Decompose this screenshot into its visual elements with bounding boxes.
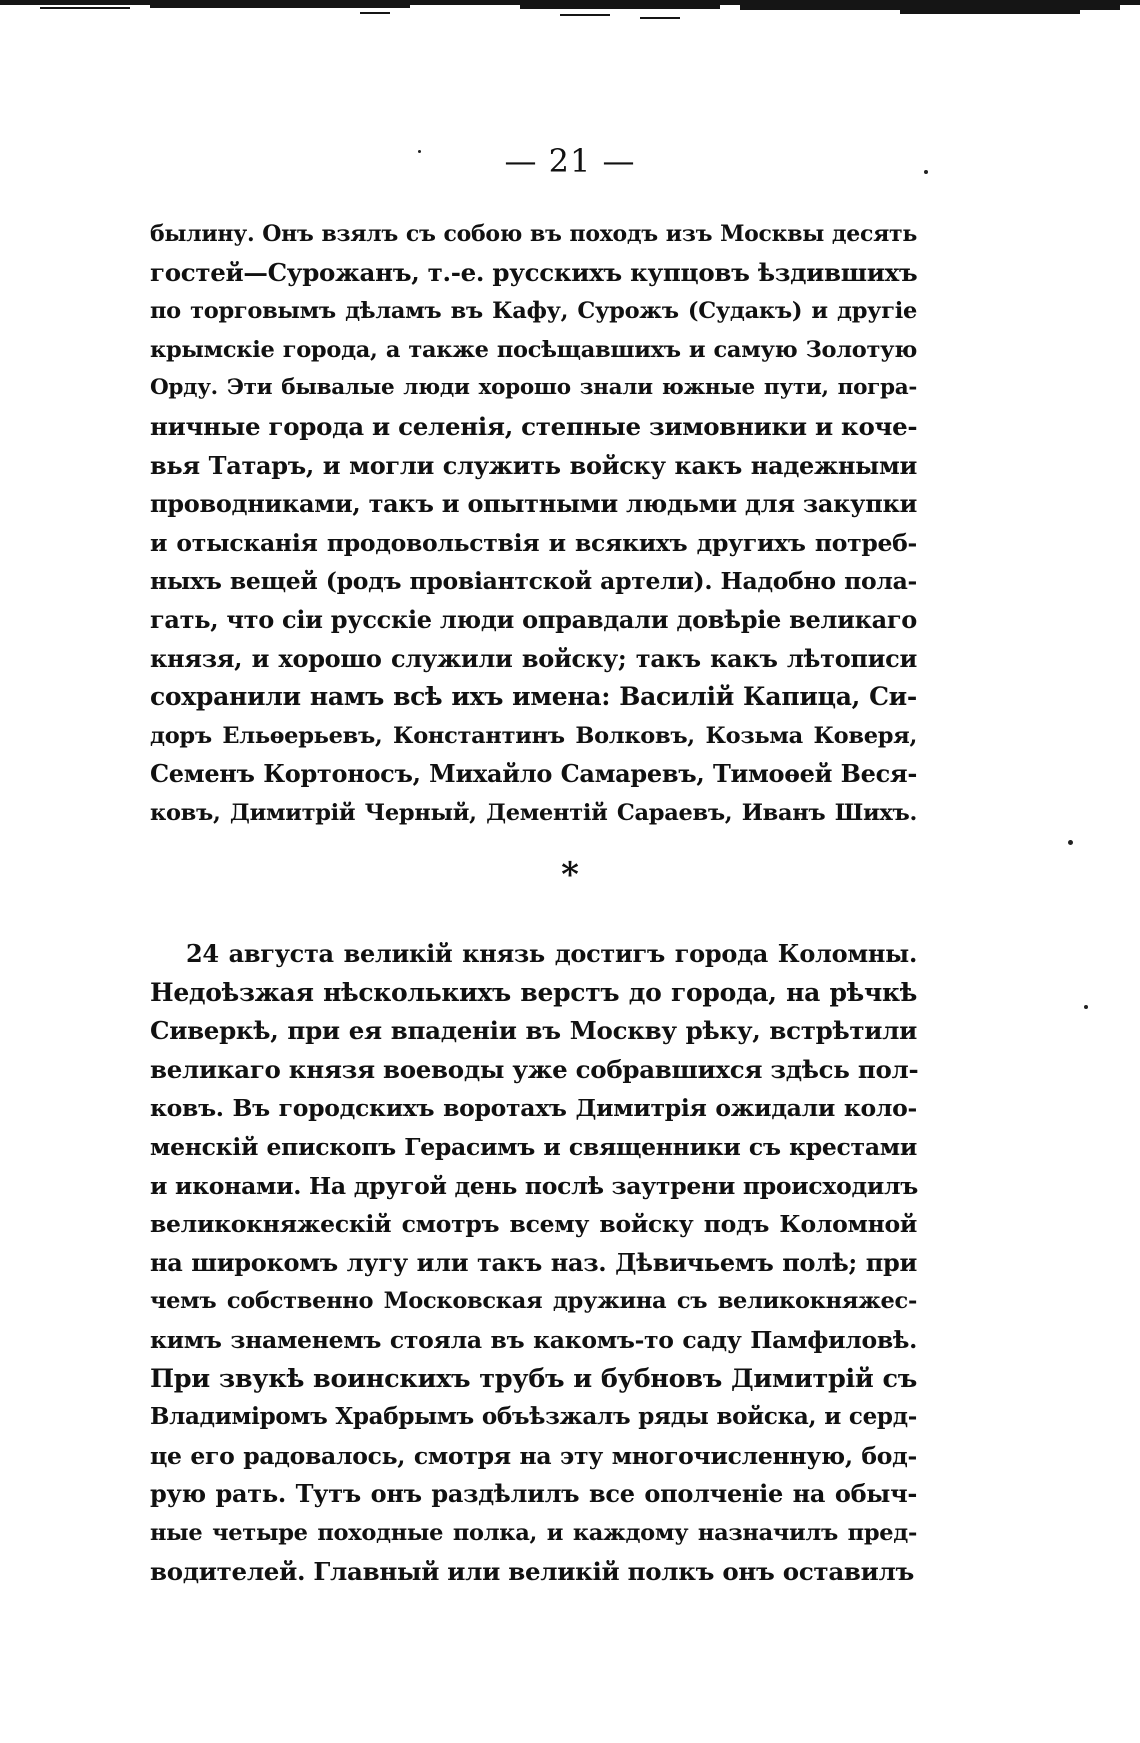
text-line: на широкомъ лугу или такъ наз. Дѣвичьемъ полѣ; при — [150, 1247, 917, 1277]
paragraph-1 — [150, 215, 917, 833]
text-line: При звукѣ воинскихъ трубъ и бубновъ Димитрій съ — [150, 1363, 917, 1394]
text-line: менскій епископъ Герасимъ и священники съ крестами — [150, 1132, 917, 1161]
text-line: Недоѣзжая нѣсколькихъ верстъ до города, на рѣчкѣ — [150, 977, 917, 1007]
text-line: князя, и хорошо служили войску; такъ какъ лѣтописи — [150, 643, 917, 673]
text-line: и иконами. На другой день послѣ заутрени происходилъ — [150, 1171, 919, 1200]
text-line: Семенъ Кортоносъ, Михайло Самаревъ, Тимоѳей Веся- — [150, 759, 917, 789]
scan-speck — [1068, 840, 1073, 845]
text-line: и отысканія продовольствія и всякихъ другихъ потреб- — [150, 528, 917, 557]
text-line: гостей—Сурожанъ, т.-е. русскихъ купцовъ ѣздившихъ — [150, 257, 918, 287]
text-line: великаго князя воеводы уже собравшихся здѣсь пол- — [150, 1054, 919, 1084]
paragraph-2 — [150, 935, 917, 1591]
text-line: Владиміромъ Храбрымъ объѣзжалъ ряды войска, и серд- — [150, 1403, 917, 1431]
text-line: доръ Ельѳерьевъ, Константинъ Волковъ, Козьма Коверя, — [150, 722, 917, 749]
text-line: Сиверкѣ, при ея впаденіи въ Москву рѣку, встрѣтили — [150, 1016, 917, 1046]
text-line: ковъ. Въ городскихъ воротахъ Димитрія ожидали коло- — [150, 1094, 917, 1123]
text-line: кимъ знаменемъ стояла въ какомъ-то саду Памфиловѣ. — [150, 1325, 917, 1354]
text-line: вья Татаръ, и могли служить войску какъ надежными — [150, 450, 917, 480]
section-separator-asterisk: * — [561, 855, 579, 895]
scan-top-edge — [0, 0, 1140, 22]
scan-speck — [1084, 1005, 1088, 1009]
text-line: ничные города и селенія, степные зимовники и коче- — [150, 411, 918, 441]
text-line: 24 августа великій князь достигъ города Коломны. — [186, 939, 917, 968]
text-line: былину. Онъ взялъ съ собою въ походъ изъ Москвы десять — [150, 221, 917, 247]
text-line: проводниками, такъ и опытными людьми для закупки — [150, 489, 917, 519]
text-line: сохранили намъ всѣ ихъ имена: Василій Капица, Си- — [150, 682, 917, 712]
text-line: це его радовалось, смотря на эту многочисленную, бод- — [150, 1441, 917, 1470]
text-line: Орду. Эти бывалые люди хорошо знали южные пути, погра- — [150, 375, 917, 401]
text-line: рую рать. Тутъ онъ раздѣлилъ все ополченіе на обыч- — [150, 1479, 917, 1509]
text-line: чемъ собственно Московская дружина съ великокняжес- — [150, 1288, 917, 1315]
text-line: великокняжескій смотръ всему войску подъ Коломной — [150, 1210, 917, 1239]
page-number: — 21 — — [504, 142, 636, 180]
text-line: ныхъ вещей (родъ провіантской артели). Надобно пола- — [150, 567, 917, 596]
text-line: ковъ, Димитрій Черный, Дементій Сараевъ, Иванъ Шихъ. — [150, 799, 917, 826]
text-line: по торговымъ дѣламъ въ Кафу, Сурожъ (Судакъ) и другіе — [150, 298, 917, 325]
text-line: ные четыре походные полка, и каждому назначилъ пред- — [150, 1519, 917, 1546]
text-line: гать, что сіи русскіе люди оправдали довѣріе великаго — [150, 604, 917, 634]
text-line: крымскіе города, а также посѣщавшихъ и самую Золотую — [150, 336, 917, 363]
text-line: водителей. Главный или великій полкъ онъ оставилъ — [150, 1556, 914, 1586]
